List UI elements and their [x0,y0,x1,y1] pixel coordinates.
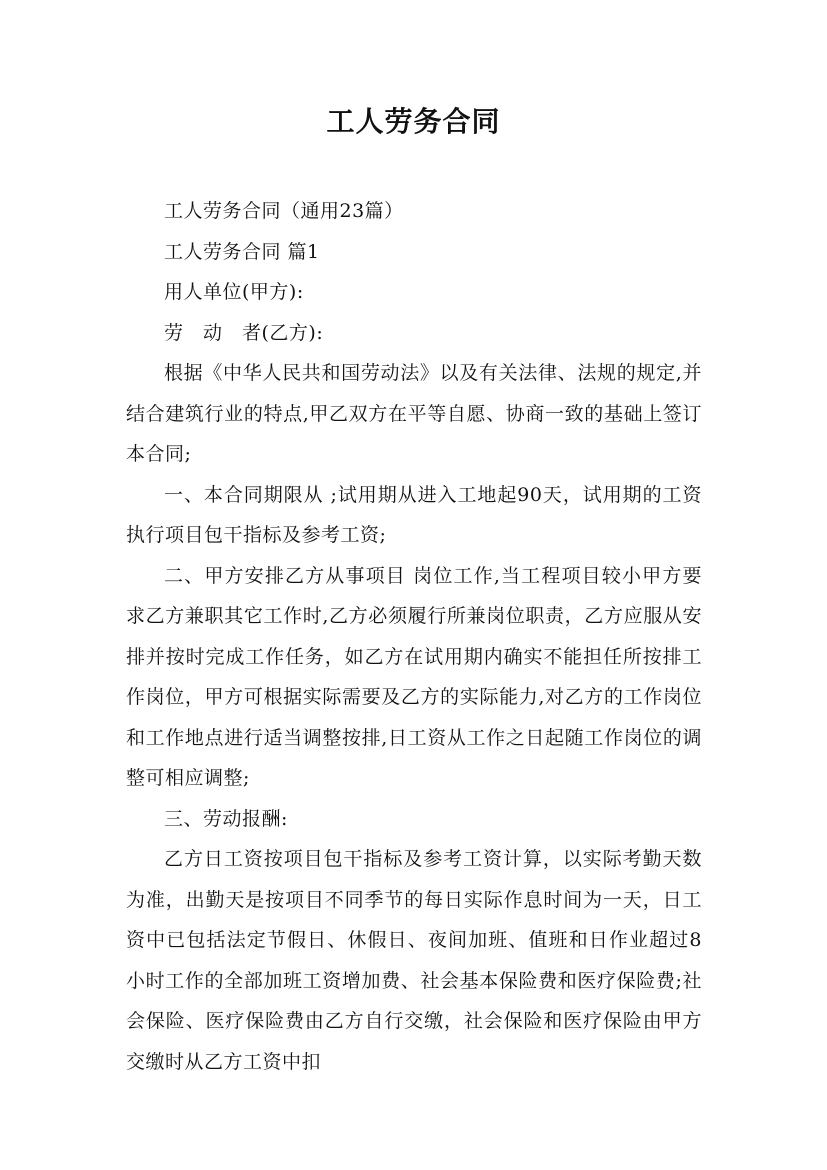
paragraph-clause-3-body: 乙方日工资按项目包干指标及参考工资计算，以实际考勤天数为准，出勤天是按项目不同季节的每日实际作息时间为一天，日工资中已包括法定节假日、休假日、夜间加班、值班和日作业超过8小时工作的全部加班工资增加费、社会基本保险费和医疗保险费;社会保险、医疗保险费由乙方自行交缴，社会保险和医疗保险由甲方交缴时从乙方工资中扣 [126,848,702,1073]
paragraph-employer: 用人单位(甲方): [164,281,304,303]
document-body [126,191,702,1082]
paragraph-clause-3-heading: 三、劳动报酬: [164,807,288,830]
paragraph-worker: 劳 动 者(乙方): [164,321,324,344]
paragraph-preamble: 根据《中华人民共和国劳动法》以及有关法律、法规的规定,并结合建筑行业的特点,甲乙双方在平等自愿、协商一致的基础上签订本合同; [126,362,702,465]
paragraph-subtitle: 工人劳务合同（通用23篇） [164,200,404,222]
paragraph-clause-1: 一、本合同期限从 ;试用期从进入工地起90天，试用期的工资执行项目包干指标及参考工资; [126,483,702,546]
paragraph-section-heading: 工人劳务合同 篇1 [164,240,320,263]
paragraph-clause-2: 二、甲方安排乙方从事项目 岗位工作,当工程项目较小甲方要求乙方兼职其它工作时,乙方必须履行所兼岗位职责，乙方应服从安排并按时完成工作任务，如乙方在试用期内确实不能担任所按排工作岗位，甲方可根据实际需要及乙方的实际能力,对乙方的工作岗位和工作地点进行适当调整按排,日工资从工作之日起随工作岗位的调整可相应调整; [126,564,702,789]
document-title: 工人劳务合同 [326,105,501,138]
